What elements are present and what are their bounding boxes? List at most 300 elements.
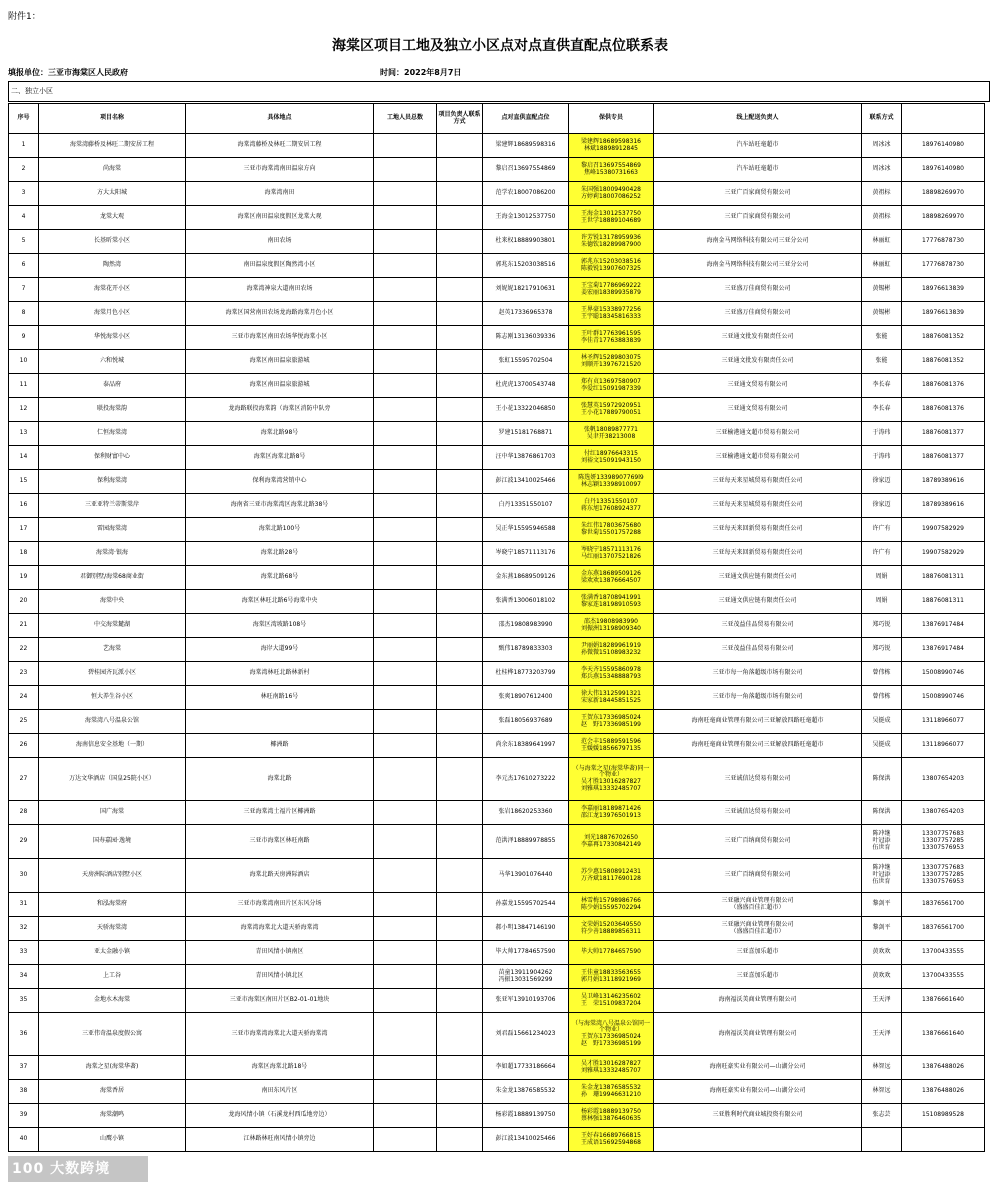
cell-phone: 17776878730 xyxy=(902,230,985,254)
cell-manager xyxy=(437,254,483,278)
table-row xyxy=(9,398,985,422)
cell-point: 岑晓宁18571113176 xyxy=(483,542,569,566)
cell-total xyxy=(374,1104,437,1128)
cell-point: 李如超17733186664 xyxy=(483,1056,569,1080)
cell-no: 27 xyxy=(9,758,39,801)
cell-manager xyxy=(437,326,483,350)
cell-phone: 18976140980 xyxy=(902,134,985,158)
cell-project-name: 亚太金融小镇 xyxy=(39,941,186,965)
cell-contact: 陈保洪 xyxy=(862,758,902,801)
cell-total xyxy=(374,326,437,350)
cell-manager xyxy=(437,1104,483,1128)
cell-phone: 18876081311 xyxy=(902,590,985,614)
table-row xyxy=(9,518,985,542)
report-date: 时间：2022年8月7日 xyxy=(380,68,462,77)
cell-total xyxy=(374,374,437,398)
cell-location: 海棠区南田温泉度假区龙棠大观 xyxy=(186,206,374,230)
cell-phone: 18876081377 xyxy=(902,422,985,446)
contact-table xyxy=(8,103,985,1152)
cell-no: 1 xyxy=(9,134,39,158)
cell-point: 张磊18056937689 xyxy=(483,710,569,734)
cell-staff: 吴卫峰13146235602 王 荣15109837204 xyxy=(569,989,654,1013)
cell-location: 海棠湾神泉大道南田农场 xyxy=(186,278,374,302)
cell-location: 三亚市海棠湾南田片区东风分场 xyxy=(186,893,374,917)
cell-delivery: 三亚每天来回新贸易有限责任公司 xyxy=(654,518,862,542)
cell-phone: 13807654203 xyxy=(902,758,985,801)
cell-location: 海棠区林旺北路6号海棠中央 xyxy=(186,590,374,614)
cell-total xyxy=(374,638,437,662)
cell-manager xyxy=(437,566,483,590)
cell-phone: 13118966077 xyxy=(902,710,985,734)
cell-contact xyxy=(862,1128,902,1152)
cell-total xyxy=(374,230,437,254)
cell-total xyxy=(374,278,437,302)
cell-no: 33 xyxy=(9,941,39,965)
cell-phone: 15008990746 xyxy=(902,662,985,686)
col-header: 线上配送负责人 xyxy=(654,104,862,134)
cell-total xyxy=(374,590,437,614)
cell-total xyxy=(374,302,437,326)
cell-delivery: 三亚盛万佳商贸有限公司 xyxy=(654,278,862,302)
cell-point: 张爽18907612400 xyxy=(483,686,569,710)
cell-manager xyxy=(437,825,483,859)
cell-staff: 王宝菊17786969222 姜宏丽18389935879 xyxy=(569,278,654,302)
cell-project-name: 君御别墅/海棠68商业街 xyxy=(39,566,186,590)
cell-delivery xyxy=(654,1128,862,1152)
cell-phone: 18876081377 xyxy=(902,446,985,470)
cell-no: 35 xyxy=(9,989,39,1013)
cell-staff: 王叶群17763961595 李佳青17763883839 xyxy=(569,326,654,350)
cell-manager xyxy=(437,1128,483,1152)
cell-delivery: 三亚诚信达贸易有限公司 xyxy=(654,801,862,825)
cell-contact: 李长春 xyxy=(862,374,902,398)
cell-no: 13 xyxy=(9,422,39,446)
cell-total xyxy=(374,446,437,470)
cell-no: 40 xyxy=(9,1128,39,1152)
cell-total xyxy=(374,254,437,278)
cell-no: 8 xyxy=(9,302,39,326)
cell-total xyxy=(374,825,437,859)
cell-manager xyxy=(437,917,483,941)
table-row xyxy=(9,566,985,590)
cell-point: 罗建15181768871 xyxy=(483,422,569,446)
cell-no: 7 xyxy=(9,278,39,302)
cell-contact: 黄祖标 xyxy=(862,206,902,230)
cell-location: 青田风情小镇南区 xyxy=(186,941,374,965)
cell-no: 11 xyxy=(9,374,39,398)
cell-delivery: 汽车站旺毫超市 xyxy=(654,134,862,158)
cell-contact: 许广有 xyxy=(862,542,902,566)
col-header: 序号 xyxy=(9,104,39,134)
cell-total xyxy=(374,734,437,758)
cell-location: 海棠区南田温泉旅游城 xyxy=(186,374,374,398)
cell-no: 23 xyxy=(9,662,39,686)
cell-phone: 17776878730 xyxy=(902,254,985,278)
cell-project-name: 仁恒海棠湾 xyxy=(39,422,186,446)
cell-location: 三亚市海棠区南田片区B2-01-01地块 xyxy=(186,989,374,1013)
cell-point: 吴正华15595946588 xyxy=(483,518,569,542)
cell-point: 杨彩霞18889139750 xyxy=(483,1104,569,1128)
cell-project-name: 龙棠大观 xyxy=(39,206,186,230)
cell-total xyxy=(374,398,437,422)
cell-no: 10 xyxy=(9,350,39,374)
cell-total xyxy=(374,422,437,446)
col-header: 项目负责人联系方式 xyxy=(437,104,483,134)
table-row xyxy=(9,859,985,893)
cell-staff: 杨彩霞18889139750 蔡林强13876460635 xyxy=(569,1104,654,1128)
cell-location: 海棠区国营南田农场龙海路海棠月色小区 xyxy=(186,302,374,326)
cell-point: 王海金13012537750 xyxy=(483,206,569,230)
cell-point: 朱金龙13876585532 xyxy=(483,1080,569,1104)
cell-location: 南田温泉度假区陶然湾小区 xyxy=(186,254,374,278)
cell-project-name: 国广海棠 xyxy=(39,801,186,825)
cell-contact: 黄欢欢 xyxy=(862,965,902,989)
cell-staff: 苏少惠15808912431 万齐斌18117690128 xyxy=(569,859,654,893)
cell-manager xyxy=(437,350,483,374)
table-row xyxy=(9,374,985,398)
cell-project-name: 保利海棠湾 xyxy=(39,470,186,494)
cell-delivery: 三亚广百家商贸有限公司 xyxy=(654,182,862,206)
cell-point: 范学农18007086200 xyxy=(483,182,569,206)
cell-point: 张虹15595702504 xyxy=(483,350,569,374)
cell-total xyxy=(374,614,437,638)
cell-phone: 18376561700 xyxy=(902,893,985,917)
cell-phone: 15108989528 xyxy=(902,1104,985,1128)
cell-phone: 13307757683 13307757285 13307576953 xyxy=(902,825,985,859)
cell-project-name: 海棠月色小区 xyxy=(39,302,186,326)
cell-staff: 张满香18708941991 黎家连18198910593 xyxy=(569,590,654,614)
cell-staff: 郭兆东15203038516 陈毅锐13907607325 xyxy=(569,254,654,278)
cell-staff: 白丹13351550107 蒋东旭17608924377 xyxy=(569,494,654,518)
cell-contact: 李长春 xyxy=(862,398,902,422)
cell-delivery: 海南旺豪实业有限公司—山湖分公司 xyxy=(654,1056,862,1080)
cell-project-name: 华悦海棠小区 xyxy=(39,326,186,350)
cell-project-name: 方大太阳城 xyxy=(39,182,186,206)
cell-no: 2 xyxy=(9,158,39,182)
cell-staff: 陈选妍13398907769l9 林志颖13398910097 xyxy=(569,470,654,494)
cell-manager xyxy=(437,230,483,254)
cell-no: 19 xyxy=(9,566,39,590)
cell-manager xyxy=(437,374,483,398)
cell-manager xyxy=(437,614,483,638)
table-row xyxy=(9,1128,985,1152)
cell-manager xyxy=(437,590,483,614)
cell-total xyxy=(374,710,437,734)
cell-manager xyxy=(437,662,483,686)
cell-point: 王小花13322046850 xyxy=(483,398,569,422)
cell-delivery: 三亚喜加乐超市 xyxy=(654,965,862,989)
cell-location: 海棠北路天房洲际酒店 xyxy=(186,859,374,893)
cell-point: 赵英17336965378 xyxy=(483,302,569,326)
cell-total xyxy=(374,470,437,494)
table-row xyxy=(9,134,985,158)
cell-location: 青田风情小镇北区 xyxy=(186,965,374,989)
cell-project-name: 海棠潮鸣 xyxy=(39,1104,186,1128)
cell-location: 海棠区海棠北路8号 xyxy=(186,446,374,470)
cell-no: 22 xyxy=(9,638,39,662)
cell-contact: 黄祖标 xyxy=(862,182,902,206)
cell-location xyxy=(186,710,374,734)
cell-contact: 张能 xyxy=(862,350,902,374)
cell-phone: 15008990746 xyxy=(902,686,985,710)
cell-total xyxy=(374,941,437,965)
cell-delivery: 三亚每天来星城贸易有限责任公司 xyxy=(654,494,862,518)
cell-point: 梁建辉18689598316 xyxy=(483,134,569,158)
cell-no: 18 xyxy=(9,542,39,566)
cell-contact: 王天泽 xyxy=(862,989,902,1013)
table-row xyxy=(9,542,985,566)
col-header: 具体地点 xyxy=(186,104,374,134)
cell-point: 杜虎虎13700543748 xyxy=(483,374,569,398)
cell-location: 海棠区海棠北路18号 xyxy=(186,1056,374,1080)
cell-total xyxy=(374,350,437,374)
cell-project-name: 海南信息安全基地（一期） xyxy=(39,734,186,758)
cell-project-name: 海棠花开小区 xyxy=(39,278,186,302)
cell-point: 杜来权18889903801 xyxy=(483,230,569,254)
table-header-row xyxy=(9,104,985,134)
cell-no: 9 xyxy=(9,326,39,350)
cell-phone: 18789389616 xyxy=(902,470,985,494)
table-row xyxy=(9,1013,985,1056)
cell-delivery: 海南旺毫商业管理有限公司三亚解放四路旺毫超市 xyxy=(654,734,862,758)
table-row xyxy=(9,230,985,254)
table-row xyxy=(9,182,985,206)
cell-project-name: 陶然湾 xyxy=(39,254,186,278)
cell-phone: 18898269970 xyxy=(902,182,985,206)
cell-delivery: 三亚广百纳商贸有限公司 xyxy=(654,859,862,893)
cell-delivery: 三亚融兴商业管理有限公司 （盛盛百佳汇超市） xyxy=(654,917,862,941)
cell-phone: 18876081352 xyxy=(902,326,985,350)
cell-staff: 张慧英15972920951 王小花17889790051 xyxy=(569,398,654,422)
cell-point: 张满香13006018102 xyxy=(483,590,569,614)
cell-location: 海棠湾海棠北大道天骄海棠湾 xyxy=(186,917,374,941)
cell-phone: 19907582929 xyxy=(902,542,985,566)
table-row xyxy=(9,965,985,989)
cell-contact: 徐家迈 xyxy=(862,470,902,494)
cell-project-name: 恒大养生谷小区 xyxy=(39,686,186,710)
cell-location: 海棠北路 xyxy=(186,758,374,801)
cell-project-name: 海棠之星(海棠华著) xyxy=(39,1056,186,1080)
table-row xyxy=(9,326,985,350)
cell-phone: 13876917484 xyxy=(902,638,985,662)
cell-location: 海棠区南田温泉旅游城 xyxy=(186,350,374,374)
cell-project-name: 艺海棠 xyxy=(39,638,186,662)
cell-contact: 陈冲继 叶冠添 伍世育 xyxy=(862,859,902,893)
cell-location: 海棠北路28号 xyxy=(186,542,374,566)
cell-manager xyxy=(437,710,483,734)
cell-staff: （与海棠之星(海棠华著)同一个物业） 吴才胜13016287827 刘雅琪13332485707 xyxy=(569,758,654,801)
cell-contact: 周冰冰 xyxy=(862,158,902,182)
cell-contact: 于涛玮 xyxy=(862,422,902,446)
cell-no: 17 xyxy=(9,518,39,542)
cell-location: 海棠湾南田 xyxy=(186,182,374,206)
cell-staff: 林圣辉15289803075 刘顺开13976721520 xyxy=(569,350,654,374)
cell-staff: 金东燕18689509126 梁欢欢13876664507 xyxy=(569,566,654,590)
cell-contact: 林智远 xyxy=(862,1056,902,1080)
cell-location: 海棠北路100号 xyxy=(186,518,374,542)
table-row xyxy=(9,206,985,230)
cell-no: 6 xyxy=(9,254,39,278)
cell-delivery: 三亚通文贸易有限公司 xyxy=(654,374,862,398)
cell-no: 38 xyxy=(9,1080,39,1104)
cell-project-name: 雷园海棠湾 xyxy=(39,518,186,542)
cell-point: 黎启召13697554869 xyxy=(483,158,569,182)
table-row xyxy=(9,686,985,710)
cell-contact: 黎剑平 xyxy=(862,917,902,941)
cell-manager xyxy=(437,965,483,989)
cell-total xyxy=(374,801,437,825)
cell-contact: 郑巧锐 xyxy=(862,614,902,638)
cell-no: 3 xyxy=(9,182,39,206)
cell-delivery: 海南福沃美商业管理有限公司 xyxy=(654,1013,862,1056)
cell-contact: 黄锡彬 xyxy=(862,302,902,326)
cell-no: 25 xyxy=(9,710,39,734)
cell-total xyxy=(374,989,437,1013)
cell-location: 海岸大道99号 xyxy=(186,638,374,662)
cell-contact: 黄锡彬 xyxy=(862,278,902,302)
cell-no: 14 xyxy=(9,446,39,470)
cell-staff: （与海棠湾八号温泉公馆同一个物业） 王贺东17336985024 赵 野17336985199 xyxy=(569,1013,654,1056)
cell-staff: 李嘉丽18189871426 邵江龙13976501913 xyxy=(569,801,654,825)
cell-contact: 于涛玮 xyxy=(862,446,902,470)
cell-delivery: 三亚通文供应链有限责任公司 xyxy=(654,590,862,614)
cell-no: 29 xyxy=(9,825,39,859)
cell-project-name: 山鹰小镇 xyxy=(39,1128,186,1152)
cell-manager xyxy=(437,518,483,542)
cell-contact: 周娟 xyxy=(862,590,902,614)
cell-no: 32 xyxy=(9,917,39,941)
table-row xyxy=(9,989,985,1013)
cell-contact: 周冰冰 xyxy=(862,134,902,158)
cell-phone: 18976140980 xyxy=(902,158,985,182)
cell-total xyxy=(374,542,437,566)
cell-project-name: 碧桂园齐瓦派小区 xyxy=(39,662,186,686)
cell-no: 34 xyxy=(9,965,39,989)
cell-delivery: 三亚通文供应链有限责任公司 xyxy=(654,566,862,590)
cell-phone: 13876661640 xyxy=(902,989,985,1013)
cell-delivery: 海南金马网络科技有限公司三亚分公司 xyxy=(654,230,862,254)
cell-delivery: 三亚喜加乐超市 xyxy=(654,941,862,965)
cell-delivery: 三亚通文批发有限责任公司 xyxy=(654,350,862,374)
cell-contact: 吴挺成 xyxy=(862,734,902,758)
table-row xyxy=(9,825,985,859)
table-row xyxy=(9,446,985,470)
reporting-unit: 填报单位：三亚市海棠区人民政府 xyxy=(8,68,128,77)
cell-staff: 林雪梅15798986766 陈少娟15595702294 xyxy=(569,893,654,917)
cell-staff: 许芳锐13178959936 朱德钦18289987900 xyxy=(569,230,654,254)
cell-phone: 13700433555 xyxy=(902,941,985,965)
cell-location: 海棠区湾坡路108号 xyxy=(186,614,374,638)
cell-total xyxy=(374,1013,437,1056)
cell-manager xyxy=(437,801,483,825)
table-row xyxy=(9,638,985,662)
cell-staff: 王海金13012537750 王世学18889104689 xyxy=(569,206,654,230)
cell-no: 30 xyxy=(9,859,39,893)
table-row xyxy=(9,801,985,825)
cell-phone: 18876081376 xyxy=(902,398,985,422)
cell-total xyxy=(374,917,437,941)
cell-location: 三亚市海棠区林旺南路 xyxy=(186,825,374,859)
cell-point: 彭江波13410025466 xyxy=(483,470,569,494)
cell-staff: 郑有贞13697580907 李爱红15091987339 xyxy=(569,374,654,398)
cell-project-name: 海棠湾藤桥及林旺二期安居工程 xyxy=(39,134,186,158)
cell-staff: 朱国强18009490428 方婷莉18007086252 xyxy=(569,182,654,206)
cell-manager xyxy=(437,302,483,326)
cell-project-name: 天骄海棠湾 xyxy=(39,917,186,941)
cell-phone: 13876488026 xyxy=(902,1056,985,1080)
cell-project-name: 金地水木海棠 xyxy=(39,989,186,1013)
cell-point: 金东燕18689509126 xyxy=(483,566,569,590)
cell-contact: 林丽虹 xyxy=(862,254,902,278)
cell-delivery: 三亚胜利时代商业城投资有限公司 xyxy=(654,1104,862,1128)
cell-delivery: 三亚盛万佳商贸有限公司 xyxy=(654,302,862,326)
cell-phone: 18789389616 xyxy=(902,494,985,518)
cell-contact: 张能 xyxy=(862,326,902,350)
cell-staff: 毕大帅17784657590 xyxy=(569,941,654,965)
cell-manager xyxy=(437,446,483,470)
table-row xyxy=(9,278,985,302)
cell-phone: 13118966077 xyxy=(902,734,985,758)
col-header: 联系方式 xyxy=(862,104,902,134)
table-row xyxy=(9,470,985,494)
cell-no: 15 xyxy=(9,470,39,494)
cell-phone: 18876081311 xyxy=(902,566,985,590)
cell-location: 海南省三亚市海棠湾区海棠北路38号 xyxy=(186,494,374,518)
cell-phone: 18976613839 xyxy=(902,278,985,302)
col-header: 工地人员总数 xyxy=(374,104,437,134)
cell-delivery: 三亚市每一角落超级市场有限公司 xyxy=(654,686,862,710)
cell-total xyxy=(374,1056,437,1080)
cell-contact: 许广有 xyxy=(862,518,902,542)
col-header: 项目名称 xyxy=(39,104,186,134)
cell-staff: 朱红伟17803675680 黎世菊15501757288 xyxy=(569,518,654,542)
cell-point: 马华13901076440 xyxy=(483,859,569,893)
cell-contact: 林丽虹 xyxy=(862,230,902,254)
cell-staff: 徐大伟13125991321 宋家新18445851525 xyxy=(569,686,654,710)
table-row xyxy=(9,614,985,638)
cell-staff: 梁建辉18689598316 林斌18898912845 xyxy=(569,134,654,158)
cell-staff: 吴才胜13016287827 刘雅琪13332485707 xyxy=(569,1056,654,1080)
cell-project-name: 海棠湾·银海 xyxy=(39,542,186,566)
cell-project-name: 海棠湾八号温泉公馆 xyxy=(39,710,186,734)
cell-no: 28 xyxy=(9,801,39,825)
cell-manager xyxy=(437,206,483,230)
cell-location: 椰洲路 xyxy=(186,734,374,758)
col-header: 点对直供直配点位 xyxy=(483,104,569,134)
cell-location: 南田农场 xyxy=(186,230,374,254)
cell-manager xyxy=(437,398,483,422)
table-row xyxy=(9,662,985,686)
cell-project-name: 万达文华酒店（国皇25院小区） xyxy=(39,758,186,801)
cell-no: 36 xyxy=(9,1013,39,1056)
cell-staff: 张帆18089877771 吴聿开38213008 xyxy=(569,422,654,446)
cell-point: 甄伟18789833303 xyxy=(483,638,569,662)
cell-delivery: 海南福沃美商业管理有限公司 xyxy=(654,989,862,1013)
cell-total xyxy=(374,158,437,182)
cell-no: 31 xyxy=(9,893,39,917)
cell-point: 杜桂桦18773203799 xyxy=(483,662,569,686)
cell-point: 孙嘉龙15595702544 xyxy=(483,893,569,917)
annex-label: 附件1： xyxy=(8,12,41,22)
cell-point: 李元杰17610273222 xyxy=(483,758,569,801)
cell-total xyxy=(374,859,437,893)
cell-manager xyxy=(437,989,483,1013)
cell-manager xyxy=(437,859,483,893)
cell-delivery: 三亚榆港通文超市贸易有限公司 xyxy=(654,446,862,470)
cell-staff: 付红18976643315 刘裕文15091943150 xyxy=(569,446,654,470)
section-heading: 二、独立小区 xyxy=(8,81,990,102)
cell-project-name: 和泓海棠府 xyxy=(39,893,186,917)
